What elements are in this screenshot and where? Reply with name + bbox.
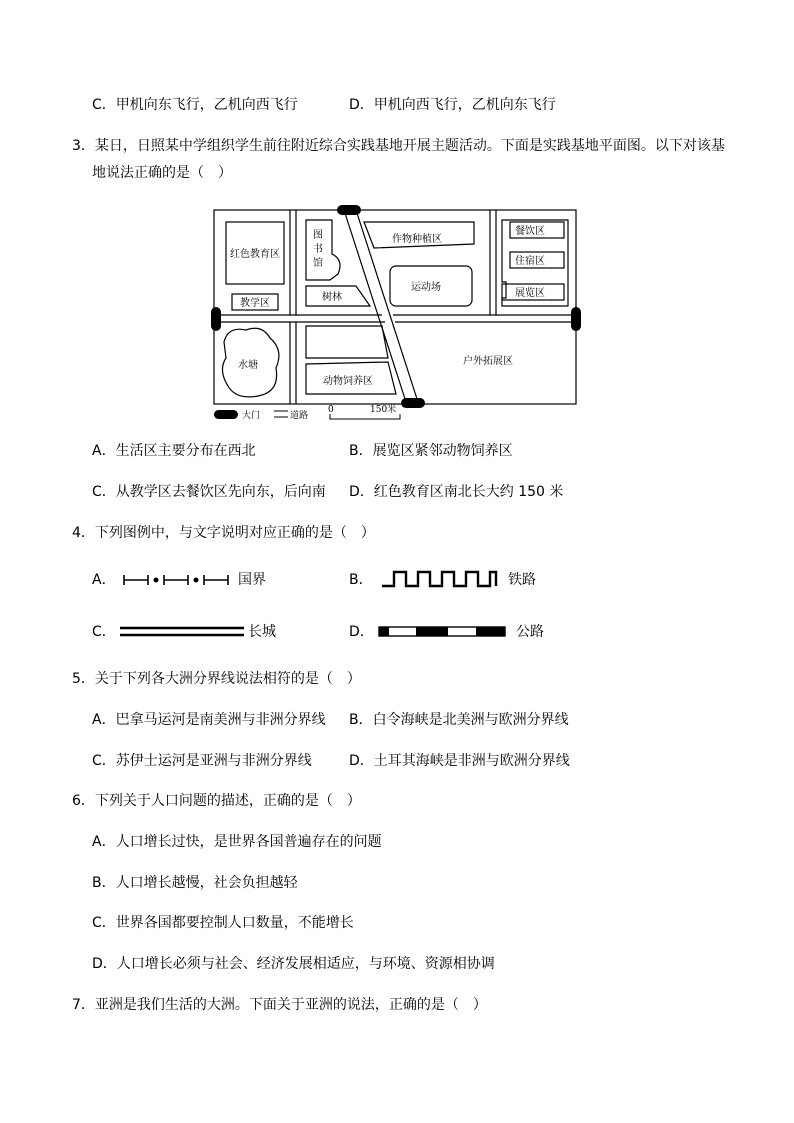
gate-north <box>337 205 361 215</box>
scale-length: 150米 <box>370 405 397 415</box>
q6-option-a: A．人口增长过快，是世界各国普遍存在的问题 <box>92 834 382 850</box>
map-label-animal: 动物饲养区 <box>323 376 373 387</box>
map-label-library-3: 馆 <box>313 258 323 269</box>
q3-option-b: B．展览区紧邻动物饲养区 <box>349 443 513 459</box>
q4-option-a-letter: A． <box>92 572 116 588</box>
road-symbol <box>378 625 508 639</box>
great-wall-symbol <box>120 624 244 640</box>
q3-stem-line1: 3．某日，日照某中学组织学生前往附近综合实践基地开展主题活动。下面是实践基地平面图。以下对该基 <box>72 138 725 154</box>
q5-option-b: B．白令海峡是北美洲与欧洲分界线 <box>349 712 569 728</box>
q4-option-a-label: 国界 <box>238 572 266 588</box>
q6-option-c: C．世界各国都要控制人口数量，不能增长 <box>92 915 354 931</box>
gate-east <box>571 307 581 331</box>
map-label-crop: 作物种植区 <box>392 234 442 245</box>
q4-stem: 4．下列图例中，与文字说明对应正确的是（ ） <box>72 525 375 541</box>
legend-road-label: 道路 <box>290 411 309 421</box>
map-label-woods: 树林 <box>322 292 342 303</box>
q5-stem: 5．关于下列各大洲分界线说法相符的是（ ） <box>72 671 361 687</box>
q2-option-d: D．甲机向西飞行，乙机向东飞行 <box>349 97 556 113</box>
legend-gate-symbol <box>214 410 238 419</box>
q7-stem: 7．亚洲是我们生活的大洲。下面关于亚洲的说法，正确的是（ ） <box>72 997 487 1013</box>
q4-option-d-label: 公路 <box>516 624 544 640</box>
q3-option-a: A．生活区主要分布在西北 <box>92 443 256 459</box>
map-label-exhibit: 展览区 <box>515 288 545 299</box>
q5-option-d: D．土耳其海峡是非洲与欧洲分界线 <box>349 753 570 769</box>
map-label-pond: 水塘 <box>238 360 258 371</box>
gate-south <box>401 398 425 408</box>
q6-stem: 6．下列关于人口问题的描述，正确的是（ ） <box>72 793 361 809</box>
map-label-library-2: 书 <box>313 244 323 255</box>
railway-symbol <box>380 569 500 589</box>
map-label-catering: 餐饮区 <box>515 226 545 237</box>
map-label-library-1: 图 <box>313 230 323 241</box>
q6-option-b: B．人口增长越慢，社会负担越轻 <box>92 875 298 891</box>
q4-option-d-letter: D． <box>349 624 374 640</box>
scale-zero: 0 <box>328 405 334 415</box>
q4-option-b-label: 铁路 <box>508 572 536 588</box>
map-label-red-edu: 红色教育区 <box>230 249 280 260</box>
gate-west <box>211 307 221 331</box>
map-label-sports: 运动场 <box>411 282 441 293</box>
map-label-outdoor: 户外拓展区 <box>463 356 513 367</box>
border-symbol <box>122 572 234 588</box>
legend-gate-label: 大门 <box>242 411 261 421</box>
q2-option-c: C．甲机向东飞行，乙机向西飞行 <box>92 97 298 113</box>
q4-option-b-letter: B． <box>349 572 373 588</box>
q3-option-d: D．红色教育区南北长大约 150 米 <box>349 484 564 500</box>
q5-option-a: A．巴拿马运河是南美洲与非洲分界线 <box>92 712 326 728</box>
q3-option-c: C．从教学区去餐饮区先向东，后向南 <box>92 484 326 500</box>
q3-stem-line2: 地说法正确的是（ ） <box>92 165 232 181</box>
q5-option-c: C．苏伊士运河是亚洲与非洲分界线 <box>92 753 312 769</box>
map-label-lodging: 住宿区 <box>515 256 545 267</box>
q4-option-c-label: 长城 <box>248 624 276 640</box>
q6-option-d: D．人口增长必须与社会、经济发展相适应，与环境、资源相协调 <box>92 956 495 972</box>
map-label-teaching: 教学区 <box>240 298 270 309</box>
q4-option-c-letter: C． <box>92 624 116 640</box>
base-plan-map <box>210 202 590 422</box>
